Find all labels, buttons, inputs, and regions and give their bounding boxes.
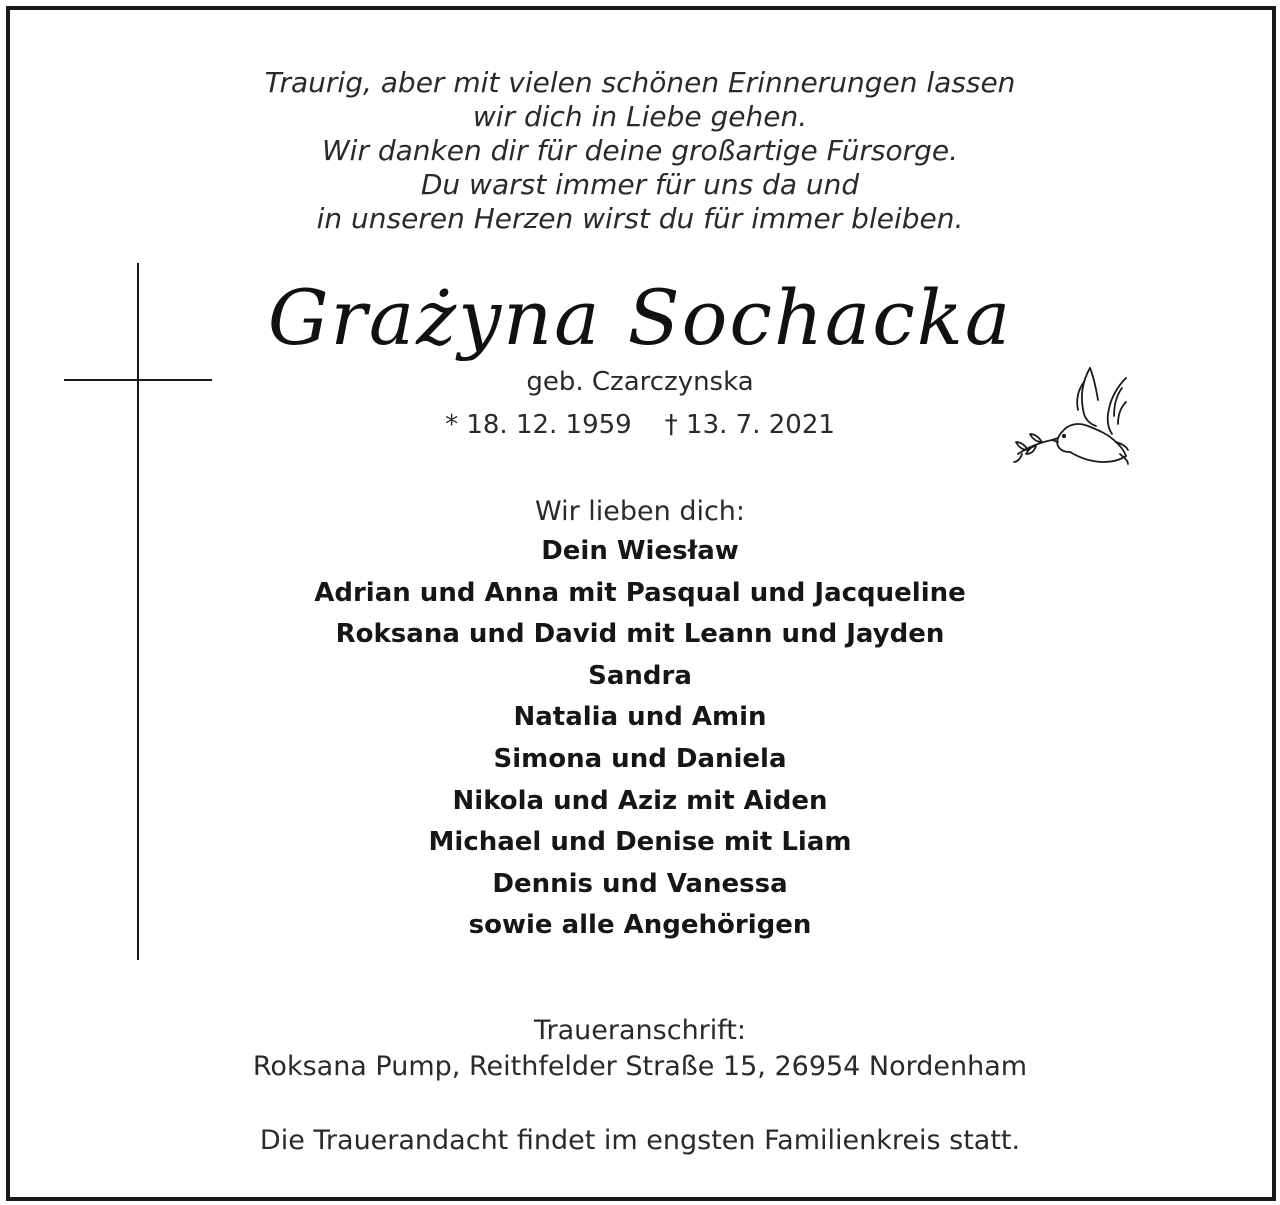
dove-with-olive-branch-icon [1012, 362, 1130, 474]
poem-line: Du warst immer für uns da und [420, 168, 860, 201]
family-member: sowie alle Angehörigen [468, 910, 812, 941]
memorial-notice: Die Trauerandacht findet im engsten Familienkreis statt. [259, 1125, 1021, 1156]
family-member: Natalia und Amin [513, 702, 767, 733]
family-member: Simona und Daniela [493, 743, 787, 774]
poem-line: Traurig, aber mit vielen schönen Erinnerungen lassen [264, 66, 1016, 99]
family-list [0, 531, 1280, 947]
family-member: Roksana und David mit Leann und Jayden [335, 619, 945, 650]
maiden-name: geb. Czarczynska [526, 367, 754, 397]
deceased-name: Grażyna Sochacka [267, 273, 1013, 362]
family-intro: Wir lieben dich: [534, 496, 746, 527]
poem-line: wir dich in Liebe gehen. [472, 100, 808, 133]
poem-line: in unseren Herzen wirst du für immer bleiben. [316, 202, 964, 235]
family-member: Dein Wiesław [541, 536, 739, 566]
family-member: Adrian und Anna mit Pasqual und Jacqueline [314, 577, 966, 608]
poem [0, 66, 1280, 236]
birth-date: * 18. 12. 1959 [445, 410, 632, 440]
death-date: † 13. 7. 2021 [664, 410, 835, 440]
family-member: Dennis und Vanessa [492, 868, 788, 899]
poem-line: Wir danken dir für deine großartige Fürsorge. [321, 134, 958, 167]
address-label: Traueranschrift: [534, 1015, 746, 1046]
family-member: Sandra [588, 660, 692, 691]
mourning-address: Roksana Pump, Reithfelder Straße 15, 26954 Nordenham [252, 1051, 1028, 1082]
family-member: Nikola und Aziz mit Aiden [452, 785, 828, 816]
family-member: Michael und Denise mit Liam [428, 827, 852, 858]
